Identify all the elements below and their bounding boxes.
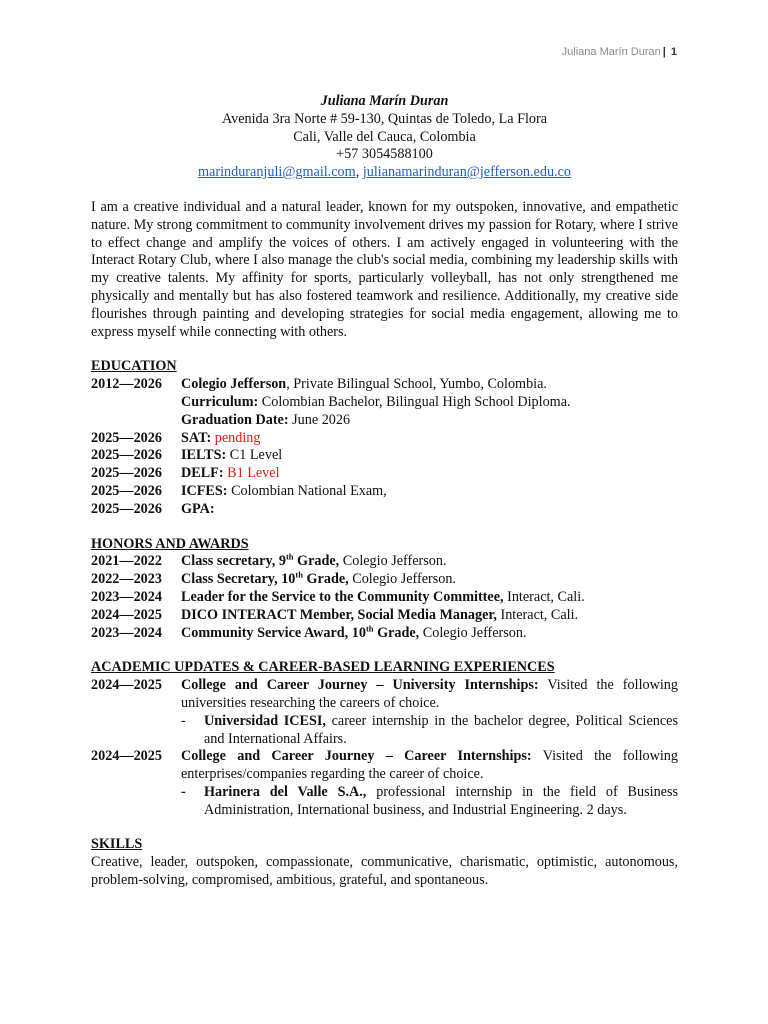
academic-row: 2024—2025 College and Career Journey – University Internships: Visited the following universities researching the careers of choice.: [91, 677, 678, 711]
education-row: 2012—2026 Colegio Jefferson, Private Bilingual School, Yumbo, Colombia. Curriculum: Colombian Bachelor, Bilingual High School Diploma. Graduation Date: June 2026: [91, 376, 571, 428]
email-link-personal[interactable]: marinduranjuli@gmail.com: [198, 164, 356, 181]
academic-heading: ACADEMIC UPDATES & CAREER-BASED LEARNING EXPERIENCES: [91, 659, 555, 676]
academic-row: 2024—2025 College and Career Journey – Career Internships: Visited the following enterprises/companies regarding the career of choice.: [91, 748, 678, 783]
skills-heading: SKILLS: [91, 836, 143, 853]
icfes-row: 2025—2026 ICFES: Colombian National Exam,: [91, 482, 387, 499]
email-link-school[interactable]: julianamarinduran@jefferson.edu.co: [362, 164, 571, 181]
sat-status: pending: [211, 429, 261, 446]
address-line-1: Avenida 3ra Norte # 59-130, Quintas de Toledo, La Flora: [221, 110, 548, 127]
profile-summary: I am a creative individual and a natural leader, known for my outspoken, innovative, and empathetic nature. My strong commitment to community involvement drives my passion for Rotary, where I strive to effect change and amplify the voices of others. I am actively engaged in volunteering with the Interact Rotary Club, where I also manage the club's social media, combining my leadership skills with my creative talents. My affinity for sports, particularly volleyball, has not only strengthened me physically and mentally but has also fostered teamwork and resilience. Additionally, my creative side flourishes through painting and developing strategies for social media engagement, allowing me to express myself while connecting with others.: [91, 198, 678, 340]
email-separator: ,: [355, 164, 360, 181]
email-line: [91, 164, 678, 182]
curriculum-label: Curriculum:: [181, 393, 259, 410]
school-name: Colegio Jefferson: [181, 376, 287, 393]
gpa-row: 2025—2026 GPA:: [91, 500, 215, 517]
page-header: [562, 46, 677, 58]
header-separator: |: [662, 46, 666, 58]
bullet-item: - Universidad ICESI, career internship in the bachelor degree, Political Sciences and International Affairs.: [181, 712, 678, 747]
education-years: 2012—2026: [91, 376, 162, 393]
address-line-2: Cali, Valle del Cauca, Colombia: [293, 128, 476, 145]
ielts-row: 2025—2026 IELTS: C1 Level: [91, 447, 283, 464]
page-number: 1: [670, 46, 677, 58]
contact-block: [91, 93, 678, 182]
honor-row: 2022—2023 Class Secretary, 10th Grade, Colegio Jefferson.: [91, 569, 456, 588]
honors-heading: HONORS AND AWARDS: [91, 535, 249, 552]
bullet-item: - Harinera del Valle S.A., professional internship in the field of Business Administration, International business, and Industrial Engineering. 2 days.: [181, 783, 679, 818]
delf-row: 2025—2026 DELF: B1 Level: [91, 465, 280, 482]
sat-row: 2025—2026 SAT: pending: [91, 429, 261, 446]
honor-row: 2021—2022 Class secretary, 9th Grade, Colegio Jefferson.: [91, 551, 447, 570]
skills-text: Creative, leader, outspoken, compassionate, communicative, charismatic, optimistic, autonomous, problem-solving, compromised, ambitious, grateful, and spontaneous.: [91, 854, 678, 889]
header-name: Juliana Marín Duran: [561, 46, 661, 58]
honor-row: 2023—2024 Community Service Award, 10th Grade, Colegio Jefferson.: [91, 622, 527, 641]
resume-body: [91, 93, 678, 890]
education-heading: EDUCATION: [91, 358, 177, 375]
graduation-value: June 2026: [288, 411, 351, 428]
phone-number: +57 3054588100: [336, 146, 433, 163]
honor-row: 2023—2024 Leader for the Service to the Community Committee, Interact, Cali.: [91, 588, 585, 605]
graduation-label: Graduation Date:: [181, 411, 289, 428]
candidate-name: Juliana Marín Duran: [320, 93, 449, 109]
bullet-mark: -: [181, 783, 186, 800]
honor-row: 2024—2025 DICO INTERACT Member, Social Media Manager, Interact, Cali.: [91, 606, 579, 623]
bullet-mark: -: [181, 712, 186, 729]
delf-level: B1 Level: [223, 465, 280, 482]
curriculum-value: Colombian Bachelor, Bilingual High School Diploma.: [258, 393, 571, 410]
